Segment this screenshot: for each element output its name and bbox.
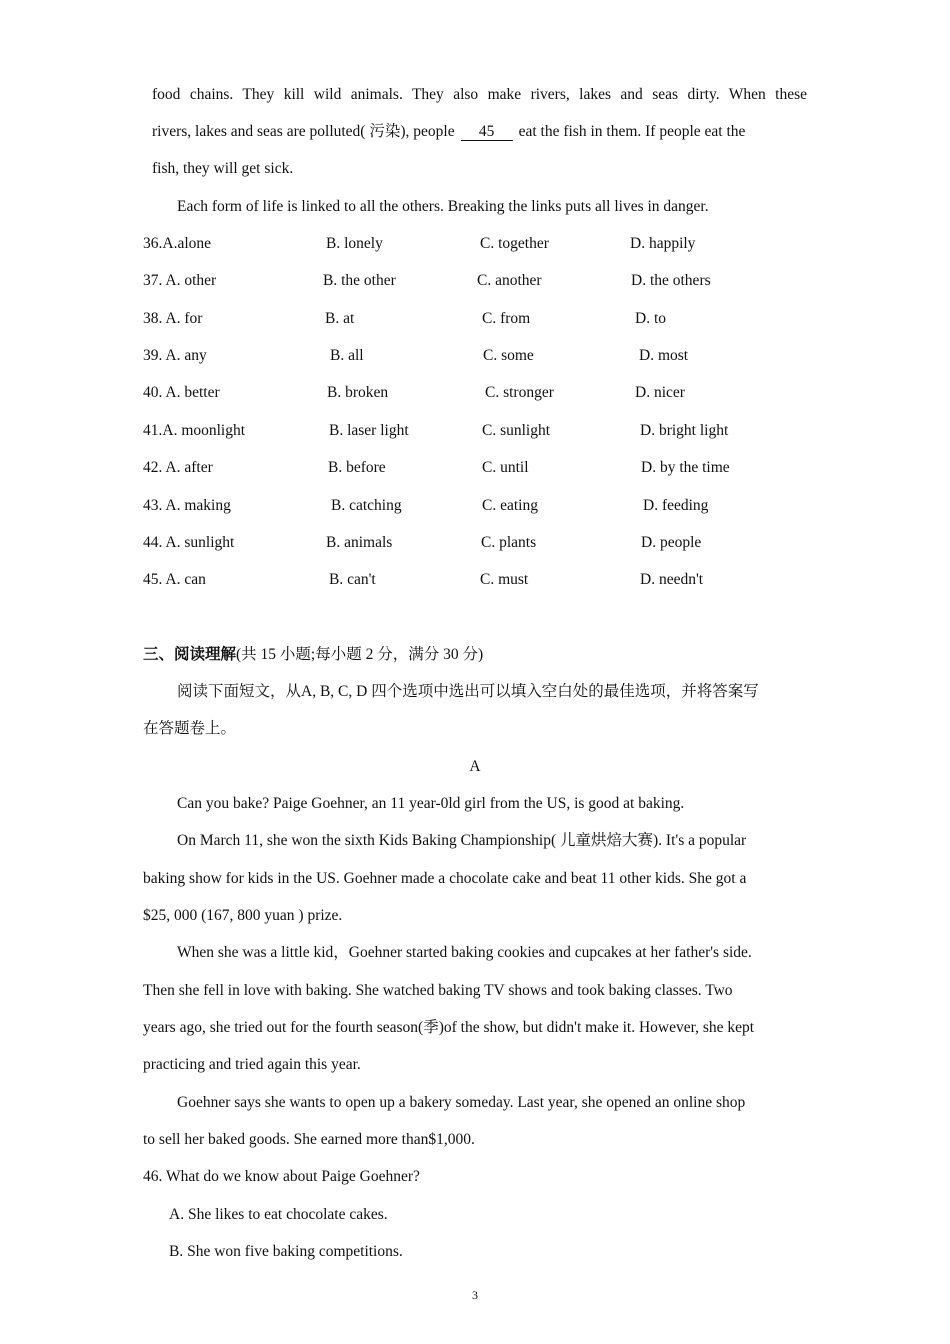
section-scoring: (共 15 小题;每小题 2 分，满分 30 分): [236, 646, 484, 663]
question-37-option-d[interactable]: D. the others: [631, 272, 711, 289]
question-39-option-d[interactable]: D. most: [639, 347, 689, 364]
question-41-option-a[interactable]: 41.A. moonlight: [143, 422, 246, 439]
question-41-option-d[interactable]: D. bright light: [640, 422, 729, 439]
question-42-option-c[interactable]: C. until: [482, 459, 529, 476]
question-40-option-a[interactable]: 40. A. better: [143, 384, 220, 401]
section-title: 三、阅读理解: [143, 646, 237, 663]
question-44-option-c[interactable]: C. plants: [481, 534, 537, 551]
question-40-option-c[interactable]: C. stronger: [485, 384, 554, 401]
question-39-option-c[interactable]: C. some: [483, 347, 534, 364]
question-37-option-a[interactable]: 37. A. other: [143, 272, 217, 289]
question-43-option-b[interactable]: B. catching: [331, 497, 402, 514]
page-number: 3: [472, 1288, 478, 1302]
question-46-option-b[interactable]: B. She won five baking competitions.: [169, 1243, 403, 1260]
passage-a-line: On March 11, she won the sixth Kids Baking Championship( 儿童烘焙大赛). It's a popular: [177, 832, 747, 849]
question-37-option-b[interactable]: B. the other: [323, 272, 396, 289]
passage-line: food chains. They kill wild animals. They also make rivers, lakes and seas dirty. When these: [152, 86, 807, 103]
passage-label: A: [469, 758, 481, 775]
question-45-option-d[interactable]: D. needn't: [640, 571, 704, 588]
question-45-option-a[interactable]: 45. A. can: [143, 571, 206, 588]
question-40-option-b[interactable]: B. broken: [327, 384, 389, 401]
question-40-option-d[interactable]: D. nicer: [635, 384, 685, 401]
passage-a-line: baking show for kids in the US. Goehner made a chocolate cake and beat 11 other kids. She got a: [143, 870, 747, 887]
passage-a-line: $25, 000 (167, 800 yuan ) prize.: [143, 907, 343, 924]
question-45-option-b[interactable]: B. can't: [329, 571, 376, 588]
passage-a-line: When she was a little kid，Goehner started baking cookies and cupcakes at her father's side.: [177, 944, 752, 961]
passage-text: rivers, lakes and seas are polluted( 污染), people: [152, 123, 455, 140]
passage-a-line: Can you bake? Paige Goehner, an 11 year-0ld girl from the US, is good at baking.: [177, 795, 685, 812]
passage-line-with-blank: [152, 122, 745, 142]
question-42-option-a[interactable]: 42. A. after: [143, 459, 213, 476]
passage-a-line: practicing and tried again this year.: [143, 1056, 361, 1073]
question-38-option-b[interactable]: B. at: [325, 310, 355, 327]
instructions-line: 阅读下面短文，从A, B, C, D 四个选项中选出可以填入空白处的最佳选项，并将答案写: [177, 683, 759, 700]
passage-a-line: to sell her baked goods. She earned more than$1,000.: [143, 1131, 475, 1148]
question-38-option-c[interactable]: C. from: [482, 310, 531, 327]
question-46-stem: 46. What do we know about Paige Goehner?: [143, 1168, 420, 1185]
question-44-option-a[interactable]: 44. A. sunlight: [143, 534, 235, 551]
passage-a-line: years ago, she tried out for the fourth season(季)of the show, but didn't make it. However, she kept: [143, 1019, 755, 1036]
question-41-option-c[interactable]: C. sunlight: [482, 422, 551, 439]
question-44-option-b[interactable]: B. animals: [326, 534, 393, 551]
question-45-option-c[interactable]: C. must: [480, 571, 529, 588]
question-39-option-b[interactable]: B. all: [330, 347, 364, 364]
question-39-option-a[interactable]: 39. A. any: [143, 347, 207, 364]
section-heading: [143, 645, 483, 665]
instructions-line: 在答题卷上。: [143, 720, 237, 737]
question-41-option-b[interactable]: B. laser light: [329, 422, 409, 439]
question-44-option-d[interactable]: D. people: [641, 534, 702, 551]
question-43-option-a[interactable]: 43. A. making: [143, 497, 231, 514]
question-38-option-d[interactable]: D. to: [635, 310, 666, 327]
answer-blank[interactable]: 45: [461, 123, 513, 141]
question-36-option-d[interactable]: D. happily: [630, 235, 696, 252]
passage-a-line: Then she fell in love with baking. She watched baking TV shows and took baking classes. Two: [143, 982, 733, 999]
question-46-option-a[interactable]: A. She likes to eat chocolate cakes.: [169, 1206, 388, 1223]
question-43-option-d[interactable]: D. feeding: [643, 497, 709, 514]
question-37-option-c[interactable]: C. another: [477, 272, 542, 289]
question-43-option-c[interactable]: C. eating: [482, 497, 538, 514]
question-36-option-b[interactable]: B. lonely: [326, 235, 383, 252]
question-36-option-a[interactable]: 36.A.alone: [143, 235, 212, 252]
passage-line: Each form of life is linked to all the others. Breaking the links puts all lives in danger.: [177, 198, 709, 215]
passage-text: eat the fish in them. If people eat the: [518, 123, 746, 140]
passage-line: fish, they will get sick.: [152, 160, 294, 177]
question-42-option-b[interactable]: B. before: [328, 459, 386, 476]
question-36-option-c[interactable]: C. together: [480, 235, 549, 252]
passage-a-line: Goehner says she wants to open up a bakery someday. Last year, she opened an online shop: [177, 1094, 746, 1111]
question-38-option-a[interactable]: 38. A. for: [143, 310, 203, 327]
question-42-option-d[interactable]: D. by the time: [641, 459, 730, 476]
